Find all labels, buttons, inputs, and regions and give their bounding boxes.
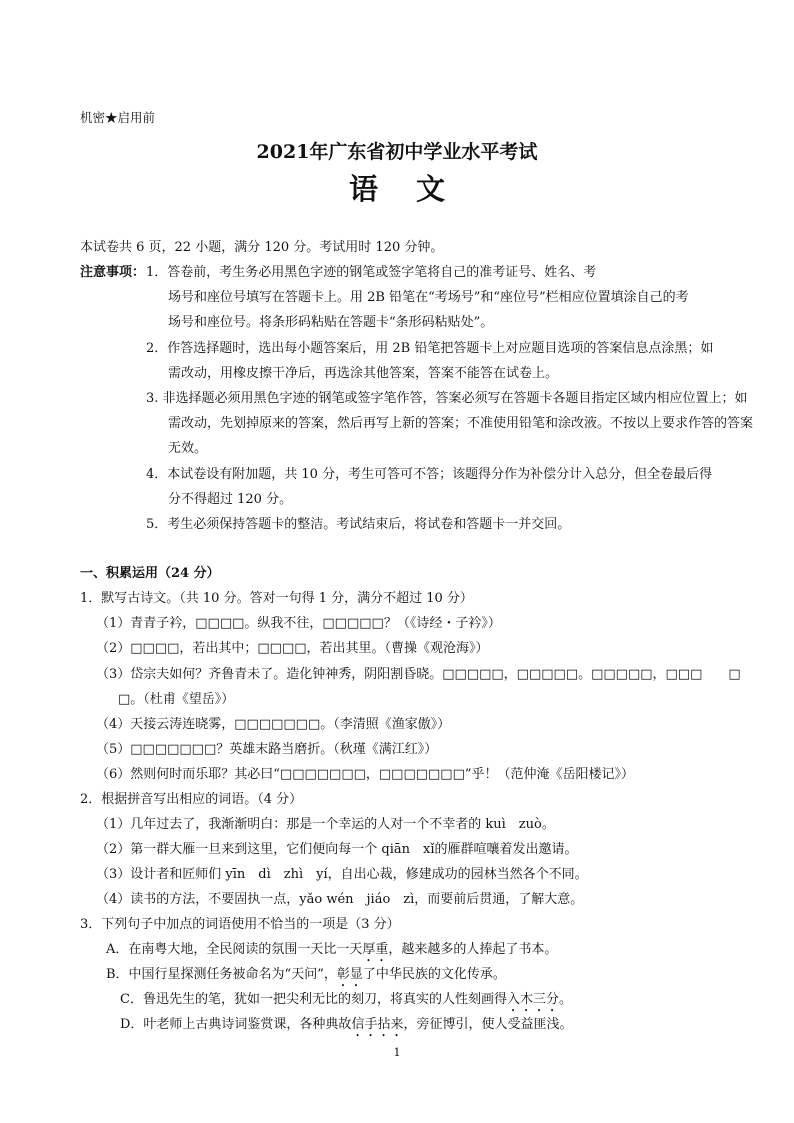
- question-stem: 2．根据拼音写出相应的词语。（4 分）: [80, 792, 303, 807]
- subject-title: 语文: [348, 172, 483, 206]
- confidential-mark: 机密★启用前: [80, 110, 156, 125]
- note-line: 3. 非选择题必须用黑色字迹的钢笔或签字笔作答，答案必须写在答题卡各题目指定区域内相应位置上；如: [146, 391, 748, 406]
- option-text: 了中华民族的文化传承。: [362, 967, 506, 982]
- question-item: □。（杜甫《望岳》）: [118, 692, 235, 707]
- page-number: 1: [393, 1046, 401, 1059]
- option-text: B．中国行星探测任务被命名为“天问”，: [106, 967, 337, 982]
- note-line: 1．答卷前，考生务必用黑色字迹的钢笔或签字笔将自己的准考证号、姓名、考: [146, 265, 597, 280]
- question-item: （2）□□□□，若出其中；□□□□，若出其里。（曹操《观沧海》）: [96, 641, 489, 656]
- question-item: （6）然则何时而乐耶？其必曰“□□□□□□□，□□□□□□□”乎！（范仲淹《岳阳楼记》）: [96, 767, 635, 782]
- question-item: （2）第一群大雁一旦来到这里，它们便向每一个 qiān xǐ的雁群喧嚷着发出邀请。: [96, 842, 578, 857]
- note-line: 无效。: [168, 441, 208, 456]
- question-stem: 1．默写古诗文。（共 10 分。答对一句得 1 分，满分不超过 10 分）: [80, 591, 473, 606]
- question-item: （1）青青子衿，□□□□。纵我不往，□□□□□？（《诗经・子衿》）: [96, 616, 501, 631]
- option-text: 。: [558, 992, 572, 1007]
- note-line: 需改动，先划掉原来的答案，然后再写上新的答案；不准使用铅笔和涂改液。不按以上要求作答的答案: [168, 416, 754, 431]
- exam-intro: 本试卷共 6 页，22 小题，满分 120 分。考试用时 120 分钟。: [80, 240, 444, 255]
- notes-label: 注意事项：: [80, 265, 146, 280]
- note-line: 分不得超过 120 分。: [168, 492, 293, 507]
- choice-option-b: [106, 967, 506, 990]
- question-item: （5）□□□□□□□？英雄末路当磨折。（秋瑾《满江红》）: [96, 742, 438, 757]
- question-item: （3）岱宗夫如何？齐鲁青未了。造化钟神秀，阴阳割昏晓。□□□□□，□□□□□。□□□□□，□□□ □: [96, 667, 741, 682]
- dotted-word: 入木三分: [506, 992, 559, 1007]
- dotted-word: 彰显: [336, 967, 363, 982]
- note-line: 2．作答选择题时，选出每小题答案后，用 2B 铅笔把答题卡上对应题目选项的答案信息点涂黑；如: [146, 341, 714, 356]
- option-text: ，越来越多的人捧起了书本。: [388, 942, 558, 957]
- question-stem: 3．下列句子中加点的词语使用不恰当的一项是（3 分）: [80, 917, 400, 932]
- option-text: C．鲁迅先生的笔，犹如一把尖利无比的刻刀，将真实的人性刻画得: [120, 992, 507, 1007]
- option-text: A．在南粤大地，全民阅读的氛围一天比一天: [106, 942, 363, 957]
- note-line: 5．考生必须保持答题卡的整洁。考试结束后，将试卷和答题卡一并交回。: [146, 517, 571, 532]
- note-line: 场号和座位号填写在答题卡上。用 2B 铅笔在“考场号”和“座位号”栏相应位置填涂自己的考: [168, 290, 689, 305]
- question-item: （4）天接云涛连晓雾，□□□□□□□。（李清照《渔家傲》）: [96, 717, 451, 732]
- section-heading: 一、积累运用（24 分）: [80, 566, 220, 581]
- dotted-word: 信手拈来: [351, 1017, 404, 1032]
- question-item: （3）设计者和匠师们 yīn dì zhì yí，自出心裁，修建成功的园林当然各个不同。: [96, 867, 588, 882]
- exam-title: 2021年广东省初中学业水平考试: [256, 141, 538, 163]
- question-item: （1）几年过去了，我渐渐明白：那是一个幸运的人对一个不幸者的 kuì zuò。: [96, 817, 555, 832]
- option-text: D．叶老师上古典诗词鉴赏课，各种典故: [120, 1017, 352, 1032]
- question-item: （4）读书的方法，不要固执一点，yǎo wén jiáo zì，而要前后贯通，了解大意。: [96, 892, 584, 907]
- note-line: 需改动，用橡皮擦干净后，再选涂其他答案，答案不能答在试卷上。: [168, 366, 559, 381]
- dotted-word: 厚重: [362, 942, 389, 957]
- choice-option-d: [120, 1017, 572, 1040]
- note-line: 场号和座位号。将条形码粘贴在答题卡“条形码粘贴处”。: [168, 315, 494, 330]
- choice-option-a: [106, 942, 557, 965]
- option-text: ，旁征博引，使人受益匪浅。: [403, 1017, 573, 1032]
- note-line: 4．本试卷设有附加题，共 10 分，考生可答可不答；该题得分作为补偿分计入总分，但全卷最后得: [146, 467, 713, 482]
- choice-option-c: [120, 992, 572, 1015]
